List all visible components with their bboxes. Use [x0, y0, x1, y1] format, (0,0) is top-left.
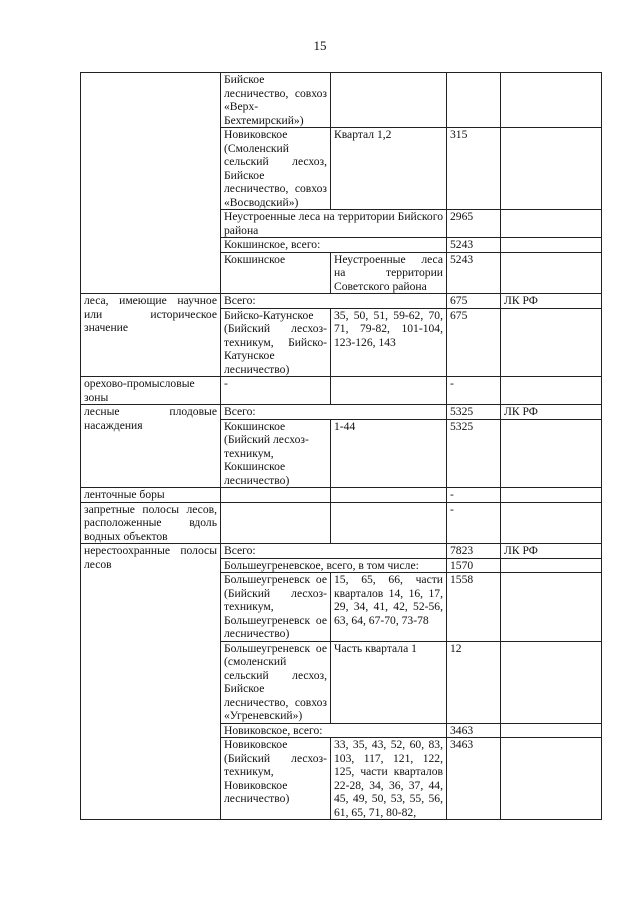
basis-cell [501, 73, 602, 128]
quarters-cell: Квартал 1,2 [331, 128, 447, 210]
forestry-cell: Новиковское (Смоленский сельский лесхоз, Бийское лесничество, совхоз «Восводский») [221, 128, 331, 210]
area-cell: 7823 [447, 544, 501, 559]
forestry-cell: Бийско-Катунское (Бийский лесхоз-техникум, Бийско-Катунское лесничество) [221, 308, 331, 377]
subtotal-label-cell: Новиковское, всего: [221, 723, 447, 738]
basis-cell [501, 377, 602, 405]
quarters-cell [331, 502, 447, 544]
basis-cell [501, 502, 602, 544]
area-cell: 315 [447, 128, 501, 210]
forestry-cell: Новиковское (Бийский лесхоз-техникум, Новиковское лесничество) [221, 738, 331, 820]
table-row [81, 488, 602, 503]
basis-cell [501, 488, 602, 503]
forest-category-table [80, 72, 602, 820]
basis-cell [501, 573, 602, 642]
area-cell: 675 [447, 308, 501, 377]
subtotal-label-cell: Большеугреневское, всего, в том числе: [221, 558, 447, 573]
area-cell: 1558 [447, 573, 501, 642]
quarters-cell [331, 488, 447, 503]
area-cell: 3463 [447, 723, 501, 738]
table-row [81, 502, 602, 544]
area-cell: - [447, 502, 501, 544]
basis-cell [501, 238, 602, 253]
table-row [81, 544, 602, 559]
area-cell: 5325 [447, 419, 501, 488]
area-cell: 5243 [447, 252, 501, 294]
total-label-cell: Всего: [221, 544, 447, 559]
forestry-cell: Большеугреневск ое (Бийский лесхоз-техникум, Большеугреневск ое лесничество) [221, 573, 331, 642]
basis-cell [501, 738, 602, 820]
basis-cell [501, 308, 602, 377]
basis-cell [501, 419, 602, 488]
subtotal-label-cell: Неустроенные леса на территории Бийского района [221, 210, 447, 238]
area-cell: 5325 [447, 405, 501, 420]
forestry-cell: Бийское лесничество, совхоз «Верх-Бехтемирский») [221, 73, 331, 128]
category-cell: орехово-промысловые зоны [81, 377, 221, 405]
forestry-cell: Большеугреневск ое (смоленский сельский лесхоз, Бийское лесничество, совхоз «Угреневский») [221, 641, 331, 723]
quarters-cell: 15, 65, 66, части кварталов 14, 16, 17, 29, 34, 41, 42, 52-56, 63, 64, 67-70, 73-78 [331, 573, 447, 642]
area-cell: 1570 [447, 558, 501, 573]
basis-cell [501, 128, 602, 210]
category-cell [81, 73, 221, 294]
forestry-cell: - [221, 377, 331, 405]
basis-cell: ЛК РФ [501, 405, 602, 420]
table-row [81, 294, 602, 309]
total-label-cell: Всего: [221, 294, 447, 309]
quarters-cell: 1-44 [331, 419, 447, 488]
category-cell: лесные плодовые насаждения [81, 405, 221, 488]
area-cell: - [447, 488, 501, 503]
quarters-cell: 35, 50, 51, 59-62, 70, 71, 79-82, 101-104, 123-126, 143 [331, 308, 447, 377]
basis-cell [501, 641, 602, 723]
category-cell: нерестоохранные полосы лесов [81, 544, 221, 820]
total-label-cell: Всего: [221, 405, 447, 420]
area-cell: 2965 [447, 210, 501, 238]
basis-cell [501, 252, 602, 294]
basis-cell [501, 558, 602, 573]
area-cell: - [447, 377, 501, 405]
subtotal-label-cell: Кокшинское, всего: [221, 238, 447, 253]
forestry-cell [221, 488, 331, 503]
basis-cell [501, 723, 602, 738]
basis-cell: ЛК РФ [501, 294, 602, 309]
area-cell [447, 73, 501, 128]
table-row [81, 73, 602, 128]
table-row [81, 377, 602, 405]
area-cell: 675 [447, 294, 501, 309]
basis-cell: ЛК РФ [501, 544, 602, 559]
category-cell: запретные полосы лесов, расположенные вдоль водных объектов [81, 502, 221, 544]
forestry-cell: Кокшинское [221, 252, 331, 294]
quarters-cell: Часть квартала 1 [331, 641, 447, 723]
area-cell: 5243 [447, 238, 501, 253]
forestry-cell [221, 502, 331, 544]
quarters-cell [331, 73, 447, 128]
forestry-cell: Кокшинское (Бийский лесхоз-техникум, Кокшинское лесничество) [221, 419, 331, 488]
quarters-cell: Неустроенные леса на территории Советского района [331, 252, 447, 294]
basis-cell [501, 210, 602, 238]
area-cell: 3463 [447, 738, 501, 820]
category-cell: леса, имеющие научное или историческое значение [81, 294, 221, 377]
quarters-cell: 33, 35, 43, 52, 60, 83, 103, 117, 121, 122, 125, части кварталов 22-28, 34, 36, 37, 44, 45, 49, 50, 53, 55, 56, 61, 65, 71, 80-82, [331, 738, 447, 820]
area-cell: 12 [447, 641, 501, 723]
category-cell: ленточные боры [81, 488, 221, 503]
table-row [81, 405, 602, 420]
page-number: 15 [313, 38, 327, 53]
quarters-cell [331, 377, 447, 405]
